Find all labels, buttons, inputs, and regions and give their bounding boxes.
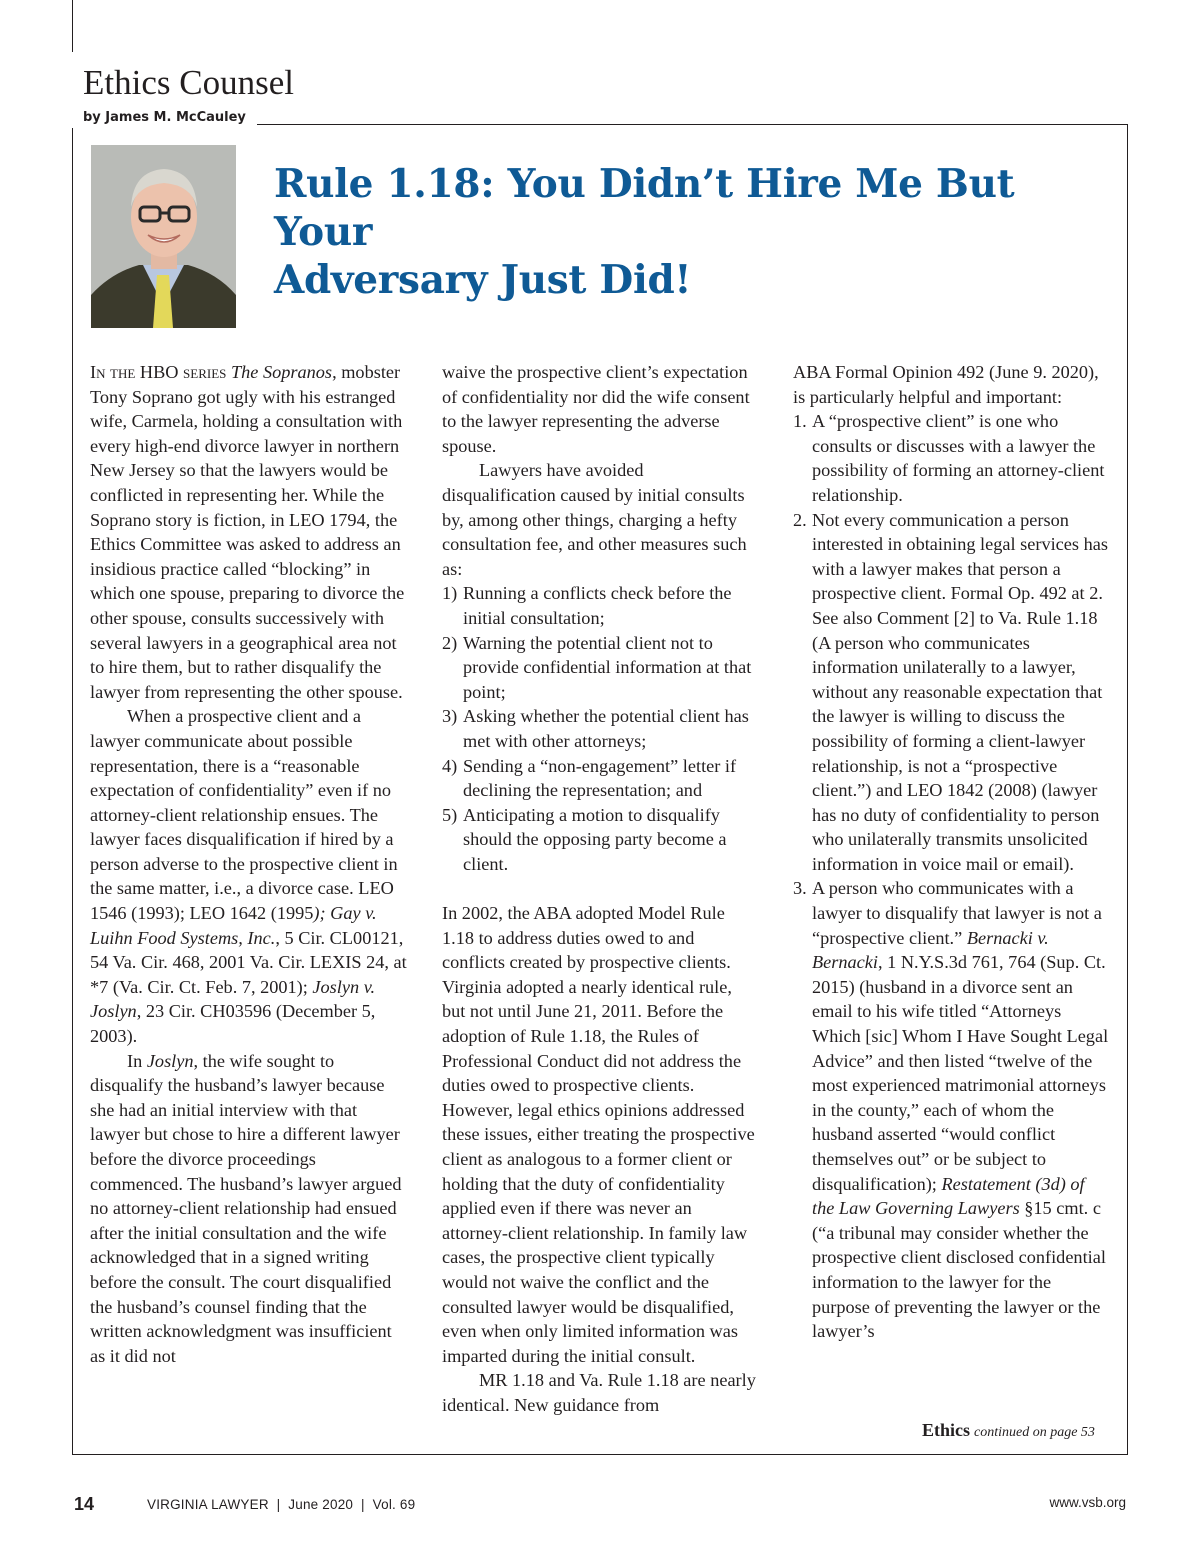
list-item	[793, 508, 1111, 877]
list-item-text: Warning the potential client not to provide confidential information at that point;	[463, 632, 752, 702]
list-item-number: 3)	[442, 706, 458, 727]
paragraph-2-text-a: When a prospective client and a lawyer communicate about possible representation, there is a “reasonable expectation of confidentiality” even if no attorney-client relationship ensues. The lawyer faces disqualification if hired by a person adverse to the prospective client in the same matter, i.e., a divorce case. LEO 1546 (1993); LEO 1642 (1995	[90, 706, 398, 924]
list-item-text-b: , 1 N.Y.S.3d 761, 764 (Sup. Ct. 2015) (husband in a divorce sent an email to his wife titled “Attorneys Which [sic] Whom I Have Sought Legal Advice” and then listed “twelve of the most experienced matrimonial attorneys in the county,” each of whom the husband asserted “would conflict themselves out” or be subject to disqualification);	[812, 952, 1109, 1194]
continued-word: Ethics	[922, 1420, 971, 1440]
lead-in-smallcaps: In the HBO series	[90, 362, 227, 382]
frame-border-left	[72, 128, 73, 1455]
case-citation-gay: ); Gay v. Luihn Food Systems, Inc.	[90, 903, 377, 948]
restatement-citation: Restatement (3d) of the Law Governing Lawyers	[812, 1173, 1085, 1219]
list-item	[442, 803, 758, 877]
case-citation-bernacki: Bernacki v. Bernacki	[812, 927, 1049, 973]
list-item-number: 3.	[793, 878, 807, 899]
paragraph-1-text: , mobster Tony Soprano got ugly with his estranged wife, Carmela, holding a consultation with every high-end divorce lawyer in northern New Jersey so that the lawyers would be conflicted in representing her. While the Soprano story is fiction, in LEO 1794, the Ethics Committee was asked to address an insidious practice called “blocking” in which one spouse, preparing to divorce the other spouse, consults successively with several lawyers in a geographical area not to hire them, but to rather disqualify the lawyer from representing the other spouse.	[90, 362, 405, 702]
author-photo	[91, 145, 236, 328]
paragraph-3	[90, 1049, 408, 1369]
show-title: The Sopranos	[230, 362, 333, 382]
list-item-number: 1)	[442, 583, 458, 604]
list-item-number: 2.	[793, 509, 807, 530]
byline: by James M. McCauley	[83, 110, 246, 125]
paragraph-3-text-b: , the wife sought to disqualify the husband’s lawyer because she had an initial interview with that lawyer but chose to hire a different lawyer before the divorce proceedings commenced. The husband’s lawyer argued no attorney-client relationship had ensued after the initial consultation and the wife acknowledged that in a signed writing before the consult. The court disqualified the husband’s counsel finding that the written acknowledgment was insufficient as it did not	[90, 1050, 402, 1366]
frame-border-right	[1127, 124, 1128, 1455]
opinion-points-list	[793, 409, 1111, 1344]
article-column-1	[90, 360, 408, 1368]
list-item-text: Not every communication a person interested in obtaining legal services has with a lawyer makes that person a prospective client. Formal Op. 492 at 2. See also Comment [2] to Va. Rule 1.18 (A person who communicates information unilaterally to a lawyer, without any reasonable expectation that the lawyer is willing to discuss the possibility of forming a client-lawyer relationship, is not a “prospective client.”) and LEO 1842 (2008) (lawyer has no duty of confidentiality to person who unilaterally transmits unsolicited information in voice mail or email).	[812, 509, 1108, 874]
headline-line-2: Adversary Just Did!	[274, 257, 692, 303]
list-item	[793, 876, 1111, 1343]
article-column-3	[793, 360, 1111, 1344]
paragraph-1	[90, 360, 408, 704]
paragraph-2	[90, 704, 408, 1048]
measures-list	[442, 581, 758, 876]
paragraph-4: waive the prospective client’s expectation of confidentiality nor did the wife consent to the lawyer representing the adverse spouse.	[442, 362, 750, 456]
list-item-number: 4)	[442, 755, 458, 776]
list-item	[442, 754, 758, 803]
article-column-2	[442, 360, 758, 1418]
website-url: www.vsb.org	[1049, 1495, 1126, 1510]
paragraph-2-text-c: , 23 Cir. CH03596 (December 5, 2003).	[90, 1001, 376, 1047]
byline-rule	[257, 124, 1128, 125]
column-title: Ethics Counsel	[83, 63, 294, 102]
list-item-text: A “prospective client” is one who consults or discusses with a lawyer the possibility of forming an attorney-client relationship.	[812, 411, 1105, 505]
paragraph-6: In 2002, the ABA adopted Model Rule 1.18 to address duties owed to and conflicts created by prospective clients. Virginia adopted a nearly identical rule, but not until June 21, 2011. Before the adoption of Rule 1.18, the Rules of Professional Conduct did not address the duties owed to prospective clients. However, legal ethics opinions addressed these issues, either treating the prospective client as analogous to a former client or holding that the duty of confidentiality applied even if there was never an attorney-client relationship. In family law cases, the prospective client typically would not waive the conflict and the consulted lawyer would be disqualified, even when only limited information was imparted during the initial consult.	[442, 903, 755, 1366]
paragraph-2-text-b: , 5 Cir. CL00121, 54 Va. Cir. 468, 2001 Va. Cir. LEXIS 24, at *7 (Va. Cir. Ct. Feb. 7, 2001);	[90, 927, 407, 997]
list-item-text: Anticipating a motion to disqualify should the opposing party become a client.	[463, 804, 727, 874]
paragraph-7: MR 1.18 and Va. Rule 1.18 are nearly identical. New guidance from	[442, 1370, 756, 1415]
page-number: 14	[74, 1494, 95, 1514]
list-item-number: 1.	[793, 411, 807, 432]
list-item-text: Asking whether the potential client has met with other attorneys;	[463, 706, 749, 751]
case-name-joslyn: Joslyn	[146, 1050, 194, 1071]
list-item-number: 2)	[442, 632, 458, 653]
paragraph-5: Lawyers have avoided disqualification caused by initial consults by, among other things, charging a hefty consultation fee, and other measures such as:	[442, 460, 747, 579]
list-item	[442, 704, 758, 753]
list-item-text-c: §15 cmt. c (“a tribunal may consider whether the prospective client disclosed confidential information to the lawyer for the purpose of preventing the lawyer or the lawyer’s	[812, 1198, 1106, 1342]
list-item	[442, 631, 758, 705]
continued-jump-line	[922, 1420, 1095, 1441]
continued-page-note: continued on page 53	[974, 1425, 1095, 1440]
list-item	[793, 409, 1111, 507]
article-headline	[274, 160, 1104, 304]
top-rule	[72, 0, 73, 52]
headline-line-1: Rule 1.18: You Didn’t Hire Me But Your	[274, 161, 1015, 255]
paragraph-3-text-a: In	[127, 1050, 147, 1071]
publication-info: VIRGINIA LAWYER | June 2020 | Vol. 69	[147, 1497, 416, 1512]
list-item-text-a: A person who communicates with a lawyer to disqualify that lawyer is not a “prospective client.”	[812, 878, 1102, 948]
case-citation-joslyn: Joslyn v. Joslyn	[90, 976, 376, 1022]
author-portrait-image	[91, 145, 236, 328]
frame-border-bottom	[72, 1454, 1128, 1455]
list-item	[442, 581, 758, 630]
paragraph-8: ABA Formal Opinion 492 (June 9. 2020), is particularly helpful and important:	[793, 362, 1099, 407]
list-item-number: 5)	[442, 804, 458, 825]
list-item-text: Sending a “non-engagement” letter if declining the representation; and	[463, 755, 737, 801]
list-item-text: Running a conflicts check before the initial consultation;	[463, 583, 732, 628]
